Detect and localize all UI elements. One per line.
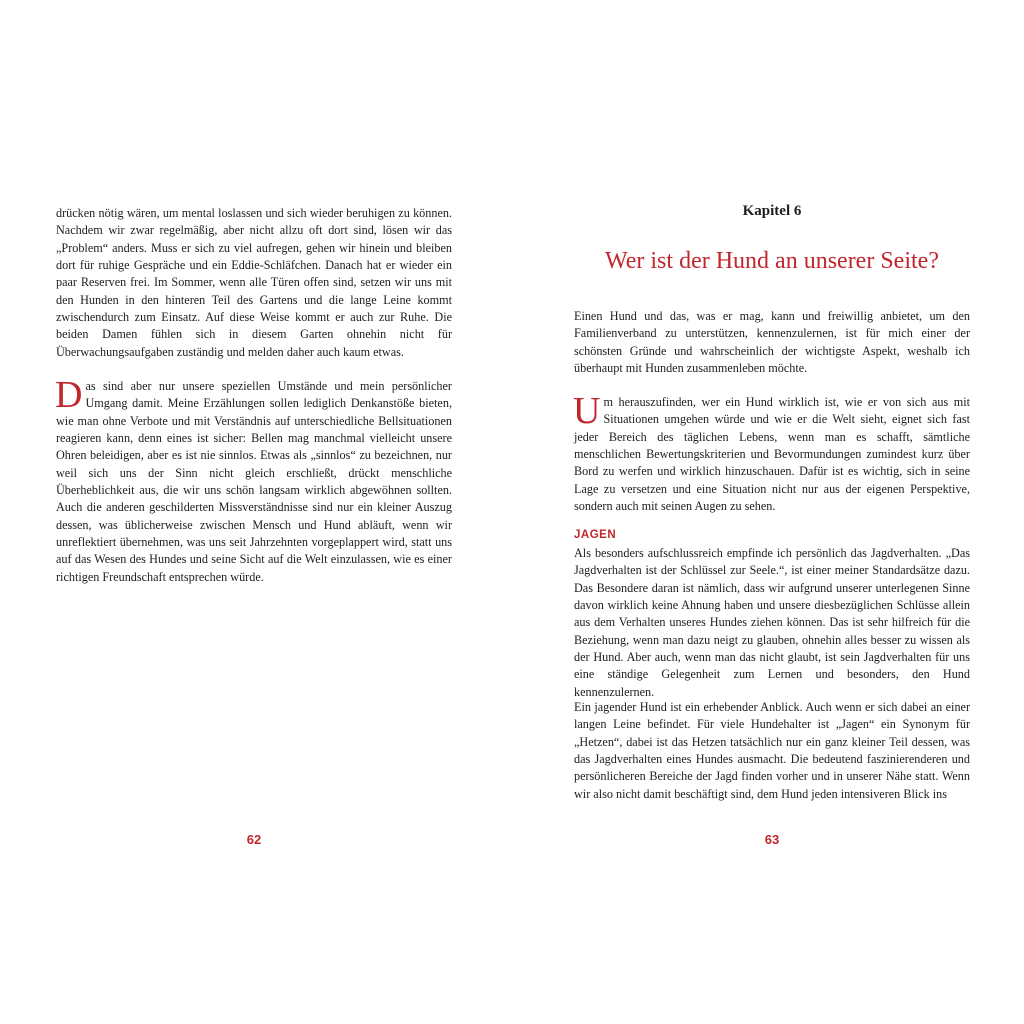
right-page [574,0,970,1024]
page-number-left: 62 [246,832,262,847]
section-heading: JAGEN [574,529,617,541]
page-number-right: 63 [764,832,780,847]
right-paragraph-2 [573,390,970,515]
section-paragraph-2: Ein jagender Hund ist ein erhebender Anblick. Auch wenn er sich dabei an einer langen Leine befindet. Für viele Hundehalter ist „Jagen“ ein Synonym für „Hetzen“, dabei ist das Hetzen tatsächlich nur ein ganz kleiner Teil dessen, was das Jagdverhalten eines Hundes ausmacht. Die bedeutend faszinierenderen und persönlicheren Bereiche der Jagd finden vorher und in unserer Nähe statt. Wenn wir also nicht damit beschäftigt sind, dem Hund jeden intensiveren Blick ins [574,700,970,801]
chapter-label: Kapitel 6 [742,203,802,219]
section-paragraph-1: Als besonders aufschlussreich empfinde ich persönlich das Jagdverhalten. „Das Jagdverhalten ist der Schlüssel zur Seele.“, ist einer meiner Standardsätze dazu. Das Besondere daran ist nämlich, dass wir aufgrund unserer unterlegenen Sinne davon wirklich keine Ahnung haben und unsere diesbezüglichen Schlüsse allein aus dem Verhalten unseres Hundes ziehen können. Das ist sehr hilfreich für die Beziehung, wenn man dazu neigt zu glauben, ohnehin alles besser zu wissen als der Hund. Aber auch, wenn man das nicht glaubt, ist sein Jagdverhalten für uns eine ständige Gelegenheit zum Lernen und besonders, den Hund kennenzulernen. [574,546,970,699]
right-paragraph-2-text: m herauszufinden, wer ein Hund wirklich ist, wie er von sich aus mit Situationen umgehen würde und wie er die Welt sieht, eignet sich fast jeder Bereich des täglichen Lebens, wenn man es schafft, sämtliche menschlichen Bewertungskriterien und Bevormundungen zumindest kurz über Bord zu werfen und wirklich hinzuschauen. Dafür ist es wichtig, sich in seine Lage zu versetzen und eine Situation nicht nur aus der eigenen Perspektive, sondern auch mit seinen Augen zu sehen. [574,395,970,514]
left-paragraph-2 [55,374,452,586]
left-paragraph-1: drücken nötig wären, um mental loslassen und sich wieder beruhigen zu können. Nachdem wir zwar regelmäßig, aber nicht allzu oft dort sind, lösen wir das „Problem“ anders. Muss er sich zu viel aufregen, gehen wir hinein und bleiben dort für ruhige Gespräche und ein Eddie-Schläfchen. Danach hat er wieder ein paar Reserven frei. Im Sommer, wenn alle Türen offen sind, setzen wir uns mit den Hunden in den hinteren Teil des Gartens und die lange Leine kommt zwischendurch zum Einsatz. Auf diese Weise kommt er auch zur Ruhe. Die beiden Damen fühlen sich in diesem Garten ohnehin nicht für Überwachungsaufgaben zuständig und melden daher auch kaum etwas. [56,206,452,359]
left-paragraph-2-text: as sind aber nur unsere speziellen Umstände und mein persönlicher Umgang damit. Meine Erzählungen sollen lediglich Denkanstöße bieten, wie man ohne Verbote und mit Verständnis auf unterschiedliche Bellsituationen reagieren kann, denn eines ist sicher: Bellen mag manchmal vielleicht unsere Ohren beleidigen, aber es ist nie sinnlos. Etwas als „sinnlos“ zu bezeichnen, nur weil sich uns der Sinn nicht gleich erschließt, drückt menschliche Überheblichkeit aus, die wir uns schön langsam wirklich abgewöhnen sollten. Auch die anderen geschilderten Missverständnisse sind nur ein kleiner Auszug dessen, was üblicherweise zwischen Mensch und Hund abläuft, wenn wir unreflektiert übernehmen, was uns seit Jahrzehnten vorgeplappert wird, statt uns auf das Wesen des Hundes und seine Sicht auf die Welt einzulassen, wie es einer richtigen Freundschaft entsprechen würde. [56,379,452,584]
drop-cap: D [55,374,83,416]
intro-paragraph: Einen Hund und das, was er mag, kann und freiwillig anbietet, um den Familienverband zu unterstützen, kennenzulernen, ist für mich einer der schönsten Gründe und wahrscheinlich der wichtigste Aspekt, weshalb ich überhaupt mit Hunden zusammenleben möchte. [574,309,970,376]
drop-cap: U [573,390,601,432]
left-page [56,0,452,1024]
chapter-title: Wer ist der Hund an unserer Seite? [605,248,939,274]
